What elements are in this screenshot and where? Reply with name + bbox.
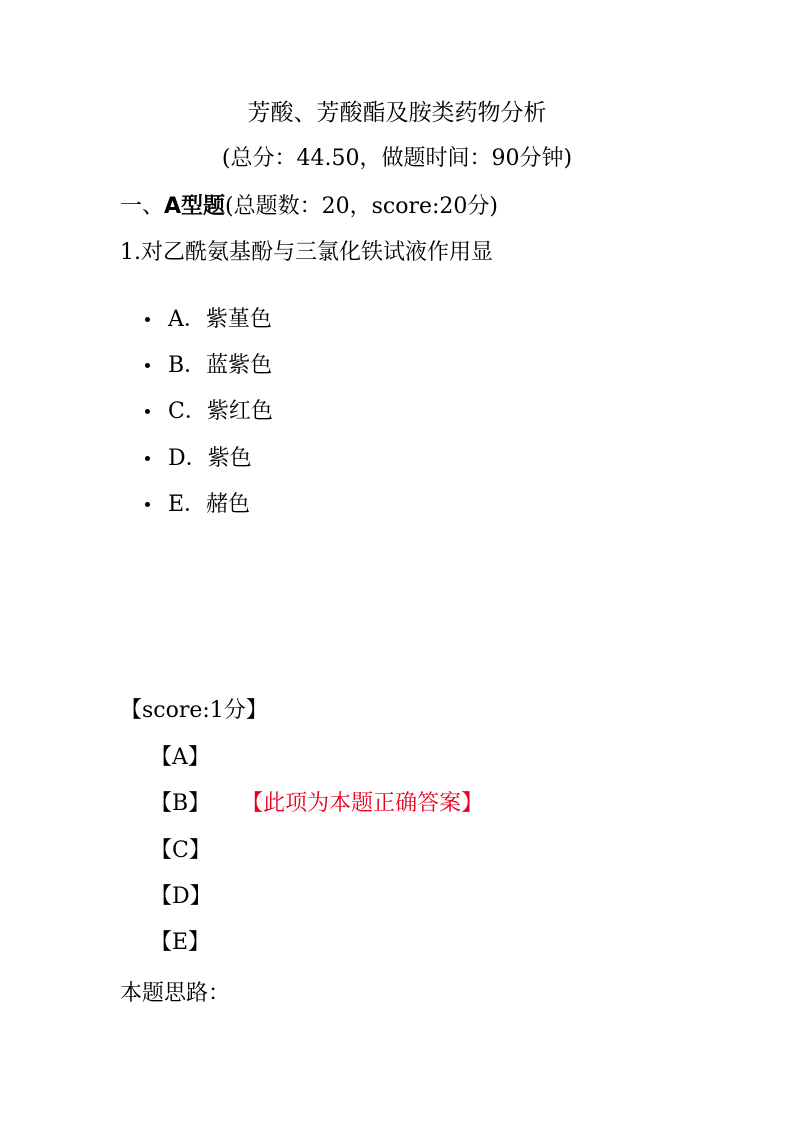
correct-answer-note: 【此项为本题正确答案】 <box>252 791 484 816</box>
option-e: E．赭色 <box>145 494 250 516</box>
document-title: 芳酸、芳酸酯及胺类药物分析 <box>247 100 547 126</box>
score-label: 【score:1分】 <box>120 698 268 723</box>
answer-d: 【D】 <box>150 884 212 909</box>
section-type: A型题 <box>164 194 226 219</box>
answer-a: 【A】 <box>150 745 210 770</box>
bullet-icon <box>145 363 150 368</box>
section-heading <box>120 196 498 218</box>
option-a: A．紫堇色 <box>145 309 272 331</box>
question-text: 1.对乙酰氨基酚与三氯化铁试液作用显 <box>120 240 493 265</box>
answer-b: 【B】 【此项为本题正确答案】 <box>150 791 484 816</box>
reasoning-label: 本题思路： <box>120 981 231 1006</box>
section-prefix: 一、 <box>120 194 165 219</box>
option-c: C．紫红色 <box>145 401 273 423</box>
bullet-icon <box>145 409 150 414</box>
answer-c: 【C】 <box>150 838 211 863</box>
option-b: B．蓝紫色 <box>145 355 272 377</box>
answer-e: 【E】 <box>150 930 211 955</box>
document-subtitle: (总分：44.50，做题时间：90分钟) <box>221 146 573 171</box>
bullet-icon <box>145 502 150 507</box>
bullet-icon <box>145 456 150 461</box>
option-d: D．紫色 <box>145 448 252 470</box>
bullet-icon <box>145 317 150 322</box>
section-info: (总题数：20，score:20分) <box>225 194 499 219</box>
